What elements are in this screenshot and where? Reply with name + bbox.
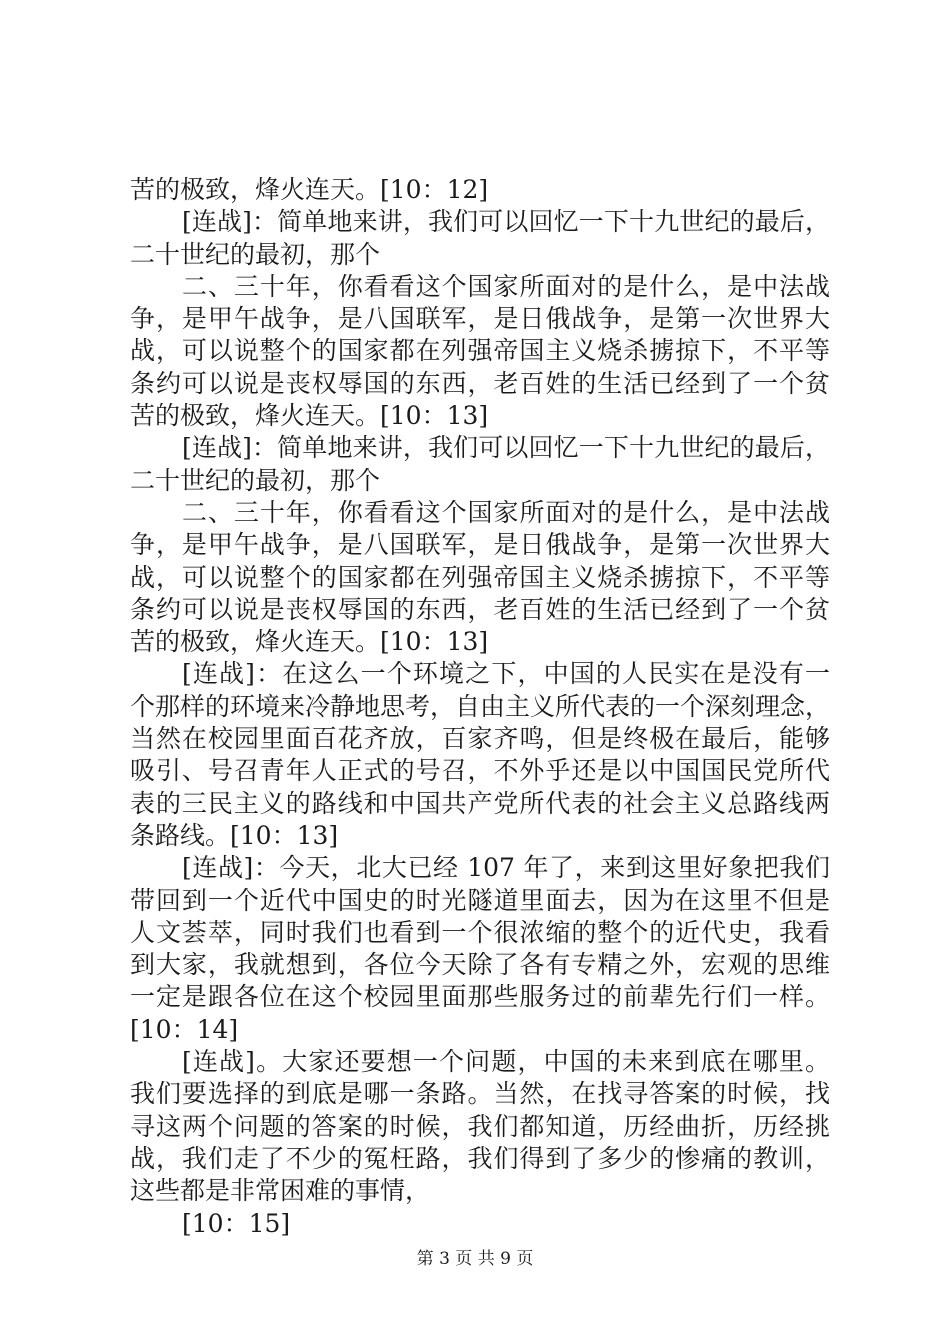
text-line: 苦的极致，烽火连天。[10：13] (130, 627, 489, 657)
text-line: 条约可以说是丧权辱国的东西，老百姓的生活已经到了一个贫 (130, 368, 830, 398)
text-line: 条路线。[10：13] (130, 820, 339, 850)
text-line: 寻这两个问题的答案的时候，我们都知道，历经曲折，历经挑 (130, 1111, 830, 1141)
text-line: 苦的极致，烽火连天。[10：13] (130, 401, 489, 431)
text-line: [连战]：简单地来讲，我们可以回忆一下十九世纪的最后， (182, 433, 830, 463)
text-line: 二、三十年，你看看这个国家所面对的是什么，是中法战 (182, 497, 830, 527)
text-line: 战，我们走了不少的冤枉路，我们得到了多少的惨痛的教训， (130, 1143, 830, 1173)
text-line: 人文荟萃，同时我们也看到一个很浓缩的整个的近代史，我看 (130, 917, 830, 947)
text-line: 条约可以说是丧权辱国的东西，老百姓的生活已经到了一个贫 (130, 594, 830, 624)
text-line: 二十世纪的最初，那个 (130, 239, 381, 269)
page-footer: 第 3 页 共 9 页 (416, 1249, 534, 1269)
text-line: 当然在校园里面百花齐放，百家齐鸣，但是终极在最后，能够 (130, 724, 830, 754)
text-line: [连战]：在这么一个环境之下，中国的人民实在是没有一 (182, 659, 830, 689)
text-line: 战，可以说整个的国家都在列强帝国主义烧杀掳掠下，不平等 (130, 562, 830, 592)
text-line: [连战]：简单地来讲，我们可以回忆一下十九世纪的最后， (182, 207, 830, 237)
text-line: [连战]：今天，北大已经 107 年了，来到这里好象把我们 (182, 853, 830, 883)
text-line: 吸引、号召青年人正式的号召，不外乎还是以中国国民党所代 (130, 756, 830, 786)
text-line: 带回到一个近代中国史的时光隧道里面去，因为在这里不但是 (130, 885, 830, 915)
text-line: 个那样的环境来冷静地思考，自由主义所代表的一个深刻理念， (130, 691, 831, 721)
text-line: 争，是甲午战争，是八国联军，是日俄战争，是第一次世界大 (130, 530, 830, 560)
text-line: 一定是跟各位在这个校园里面那些服务过的前辈先行们一样。 (130, 982, 830, 1012)
text-line: 二、三十年，你看看这个国家所面对的是什么，是中法战 (182, 271, 830, 301)
text-line: 苦的极致，烽火连天。[10：12] (130, 175, 489, 204)
text-line: 我们要选择的到底是哪一条路。当然，在找寻答案的时候，找 (130, 1079, 830, 1109)
text-line: 争，是甲午战争，是八国联军，是日俄战争，是第一次世界大 (130, 304, 830, 334)
text-line: 二十世纪的最初，那个 (130, 465, 381, 495)
text-line: [10：14] (130, 1014, 239, 1044)
text-line: 战，可以说整个的国家都在列强帝国主义烧杀掳掠下，不平等 (130, 336, 830, 366)
text-line: 这些都是非常困难的事情， (130, 1176, 431, 1206)
document-body (130, 174, 830, 1240)
text-line: 到大家，我就想到，各位今天除了各有专精之外，宏观的思维 (130, 950, 830, 980)
text-line: [连战]。大家还要想一个问题，中国的未来到底在哪里。 (182, 1047, 830, 1077)
text-line: 表的三民主义的路线和中国共产党所代表的社会主义总路线两 (130, 788, 830, 818)
text-line: [10：15] (182, 1208, 291, 1238)
